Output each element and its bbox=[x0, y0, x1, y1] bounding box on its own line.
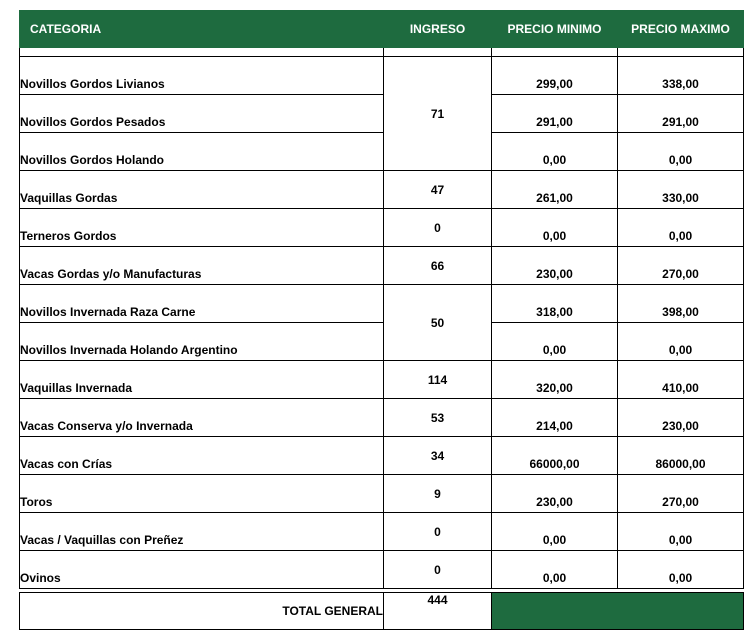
row-precio-minimo: 0,00 bbox=[492, 209, 618, 247]
header-ingreso: INGRESO bbox=[384, 11, 492, 48]
row-categoria: Vacas Conserva y/o Invernada bbox=[20, 399, 384, 437]
row-precio-minimo: 0,00 bbox=[492, 133, 618, 171]
row-precio-maximo: 291,00 bbox=[618, 95, 744, 133]
row-precio-maximo: 0,00 bbox=[618, 323, 744, 361]
row-ingreso: 53 bbox=[384, 399, 492, 437]
row-categoria: Novillos Invernada Raza Carne bbox=[20, 285, 384, 323]
row-ingreso: 0 bbox=[384, 513, 492, 551]
row-precio-minimo: 66000,00 bbox=[492, 437, 618, 475]
header-row bbox=[20, 11, 744, 48]
row-precio-maximo: 338,00 bbox=[618, 57, 744, 95]
row-categoria: Novillos Gordos Holando bbox=[20, 133, 384, 171]
row-precio-maximo: 270,00 bbox=[618, 475, 744, 513]
row-categoria: Toros bbox=[20, 475, 384, 513]
table-row bbox=[20, 399, 744, 437]
row-precio-minimo: 0,00 bbox=[492, 551, 618, 589]
row-ingreso: 114 bbox=[384, 361, 492, 399]
row-ingreso: 9 bbox=[384, 475, 492, 513]
row-precio-minimo: 0,00 bbox=[492, 323, 618, 361]
table-row bbox=[20, 247, 744, 285]
row-ingreso-group: 50 bbox=[384, 285, 492, 361]
row-categoria: Vacas / Vaquillas con Preñez bbox=[20, 513, 384, 551]
row-categoria: Novillos Gordos Pesados bbox=[20, 95, 384, 133]
row-ingreso-group: 71 bbox=[384, 57, 492, 171]
table-row bbox=[20, 133, 744, 171]
row-precio-maximo: 86000,00 bbox=[618, 437, 744, 475]
row-categoria: Vaquillas Gordas bbox=[20, 171, 384, 209]
row-categoria: Ovinos bbox=[20, 551, 384, 589]
row-categoria: Novillos Gordos Livianos bbox=[20, 57, 384, 95]
row-ingreso: 47 bbox=[384, 171, 492, 209]
table-row bbox=[20, 361, 744, 399]
row-precio-minimo: 320,00 bbox=[492, 361, 618, 399]
row-precio-minimo: 230,00 bbox=[492, 475, 618, 513]
table-row bbox=[20, 513, 744, 551]
row-categoria: Terneros Gordos bbox=[20, 209, 384, 247]
row-ingreso: 66 bbox=[384, 247, 492, 285]
table-row bbox=[20, 475, 744, 513]
row-ingreso: 0 bbox=[384, 551, 492, 589]
row-precio-minimo: 318,00 bbox=[492, 285, 618, 323]
row-ingreso: 0 bbox=[384, 209, 492, 247]
cattle-prices-table bbox=[19, 10, 744, 630]
row-precio-maximo: 410,00 bbox=[618, 361, 744, 399]
spacer-row bbox=[20, 48, 744, 57]
total-row bbox=[20, 593, 744, 630]
row-precio-maximo: 0,00 bbox=[618, 513, 744, 551]
row-precio-maximo: 398,00 bbox=[618, 285, 744, 323]
table-row bbox=[20, 209, 744, 247]
total-label: TOTAL GENERAL bbox=[20, 593, 384, 630]
row-precio-minimo: 291,00 bbox=[492, 95, 618, 133]
table-row bbox=[20, 95, 744, 133]
header-precio-minimo: PRECIO MINIMO bbox=[492, 11, 618, 48]
row-categoria: Vaquillas Invernada bbox=[20, 361, 384, 399]
row-ingreso: 34 bbox=[384, 437, 492, 475]
row-precio-maximo: 270,00 bbox=[618, 247, 744, 285]
row-categoria: Vacas con Crías bbox=[20, 437, 384, 475]
row-precio-minimo: 230,00 bbox=[492, 247, 618, 285]
row-precio-minimo: 0,00 bbox=[492, 513, 618, 551]
row-precio-maximo: 0,00 bbox=[618, 551, 744, 589]
table-row bbox=[20, 551, 744, 589]
row-precio-minimo: 261,00 bbox=[492, 171, 618, 209]
header-precio-maximo: PRECIO MAXIMO bbox=[618, 11, 744, 48]
row-precio-minimo: 299,00 bbox=[492, 57, 618, 95]
row-categoria: Novillos Invernada Holando Argentino bbox=[20, 323, 384, 361]
row-precio-maximo: 0,00 bbox=[618, 209, 744, 247]
table-row bbox=[20, 437, 744, 475]
table-row bbox=[20, 285, 744, 323]
row-precio-minimo: 214,00 bbox=[492, 399, 618, 437]
row-precio-maximo: 0,00 bbox=[618, 133, 744, 171]
header-categoria: CATEGORIA bbox=[20, 11, 384, 48]
total-value: 444 bbox=[384, 593, 492, 630]
total-green-block bbox=[492, 593, 744, 630]
table-row bbox=[20, 323, 744, 361]
table-row bbox=[20, 171, 744, 209]
table-row bbox=[20, 57, 744, 95]
row-precio-maximo: 330,00 bbox=[618, 171, 744, 209]
row-precio-maximo: 230,00 bbox=[618, 399, 744, 437]
row-categoria: Vacas Gordas y/o Manufacturas bbox=[20, 247, 384, 285]
